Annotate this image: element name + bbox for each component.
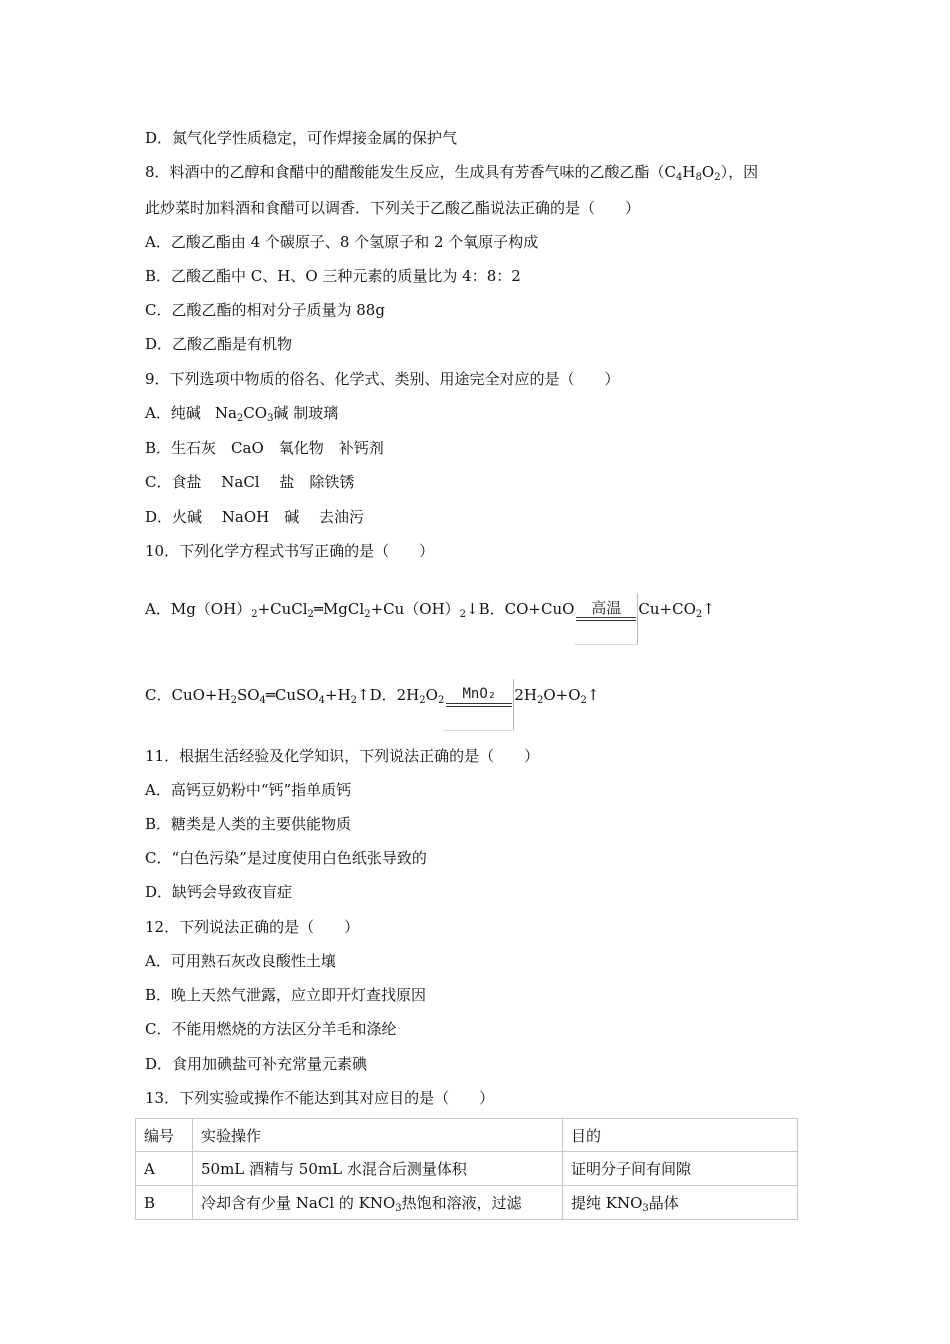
q9-option-a: A．纯碱 $Na_2CO_3$碱 制玻璃 <box>145 404 339 424</box>
q11-option-a: A．高钙豆奶粉中“钙”指单质钙 <box>145 781 352 799</box>
q10-equations-ab: A．$Mg(OH)_2+CuCl_2═MgCl_2+Cu(OH)_2↓B$．CO+CuO 高温 $Cu+CO_2↑$ <box>145 590 715 628</box>
q12-stem: 12．下列说法正确的是（ ） <box>145 918 360 936</box>
table-header-row <box>136 1119 798 1152</box>
q11-option-d: D．缺钙会导致夜盲症 <box>145 883 293 901</box>
q13-stem: 13．下列实验或操作不能达到其对应目的是（ ） <box>145 1089 495 1107</box>
header-purpose: 目的 <box>563 1119 798 1152</box>
q12-option-a: A．可用熟石灰改良酸性土壤 <box>145 952 336 970</box>
row-a-id: A <box>136 1152 193 1186</box>
table-row <box>136 1186 798 1220</box>
q10-stem: 10．下列化学方程式书写正确的是（ ） <box>145 542 435 560</box>
q8-option-a: A．乙酸乙酯由 4 个碳原子、8 个氢原子和 2 个氧原子构成 <box>145 233 539 251</box>
experiment-table <box>135 1118 798 1220</box>
row-a-purpose: 证明分子间有间隙 <box>563 1152 798 1186</box>
table-row <box>136 1152 798 1186</box>
q11-stem: 11．根据生活经验及化学知识，下列说法正确的是（ ） <box>145 747 540 765</box>
q12-option-b: B．晚上天然气泄露，应立即开灯查找原因 <box>145 986 427 1004</box>
q9-option-b: B．生石灰 CaO 氧化物 补钙剂 <box>145 439 384 457</box>
q11-option-b: B．糖类是人类的主要供能物质 <box>145 815 352 833</box>
row-a-operation: 50mL 酒精与 50mL 水混合后测量体积 <box>193 1152 563 1186</box>
q12-option-d: D．食用加碘盐可补充常量元素碘 <box>145 1055 368 1073</box>
header-id: 编号 <box>136 1119 193 1152</box>
q8-option-d: D．乙酸乙酯是有机物 <box>145 335 293 353</box>
catalyst-condition: MnO₂ <box>444 685 514 707</box>
q8-option-c: C．乙酸乙酯的相对分子质量为 88g <box>145 301 385 319</box>
high-temperature-condition: 高温 <box>574 599 638 621</box>
q9-option-d: D．火碱 NaOH 碱 去油污 <box>145 508 365 526</box>
q11-option-c: C．“白色污染”是过度使用白色纸张导致的 <box>145 849 427 867</box>
q8-stem-line2: 此炒菜时加料酒和食醋可以调香．下列关于乙酸乙酯说法正确的是（ ） <box>145 199 641 217</box>
q12-option-c: C．不能用燃烧的方法区分羊毛和涤纶 <box>145 1020 397 1038</box>
row-b-operation: 冷却含有少量 NaCl 的 $KNO_3$热饱和溶液，过滤 <box>193 1186 563 1220</box>
header-operation: 实验操作 <box>193 1119 563 1152</box>
q9-stem: 9．下列选项中物质的俗名、化学式、类别、用途完全对应的是（ ） <box>145 370 620 388</box>
q8-stem-line1: 8．料酒中的乙醇和食醋中的醋酸能发生反应，生成具有芳香气味的乙酸乙酯$(C_4H_8O_2)$，因 <box>145 163 759 183</box>
q10-equations-cd: C．$CuO+H_2SO_4═CuSO_4+H_2↑D$．$2H_2O_2$ MnO₂ $2H_2O+O_2↑$ <box>145 676 599 714</box>
q7-option-d: D．氮气化学性质稳定，可作焊接金属的保护气 <box>145 129 458 147</box>
q9-option-c: C．食盐 NaCl 盐 除铁锈 <box>145 473 355 491</box>
row-b-purpose: 提纯 $KNO_3$晶体 <box>563 1186 798 1220</box>
row-b-id: B <box>136 1186 193 1220</box>
q8-option-b: B．乙酸乙酯中 C、H、O 三种元素的质量比为 4：8：2 <box>145 267 521 285</box>
